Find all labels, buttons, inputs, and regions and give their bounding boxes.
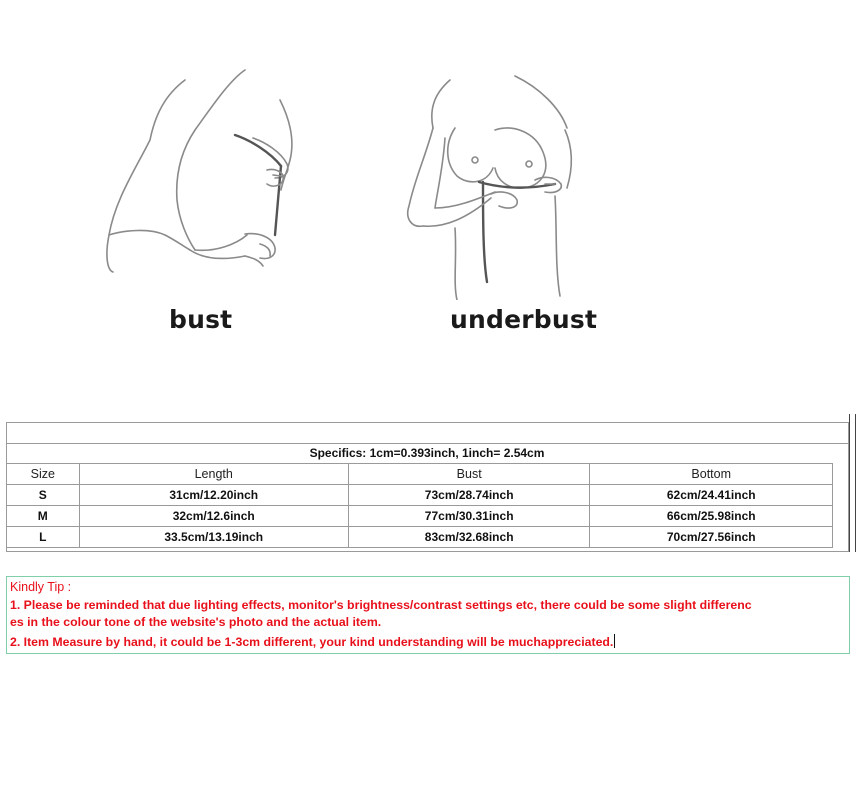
tip-line-1: 1. Please be reminded that due lighting effects, monitor's brightness/contrast settings etc, there could be some slight differenc: [10, 598, 752, 612]
tip-line-2-text: 2. Item Measure by hand, it could be 1-3cm different, your kind understanding will be muchappreciated.: [10, 635, 614, 649]
header-size: Size: [7, 464, 80, 485]
tip-title: Kindly Tip :: [10, 580, 72, 594]
table-row: [7, 485, 833, 506]
cell-length: 33.5cm/13.19inch: [79, 527, 348, 548]
underbust-caption: underbust: [450, 305, 598, 334]
header-length: Length: [79, 464, 348, 485]
kindly-tip-box: [6, 576, 850, 654]
size-chart-table: [6, 463, 833, 548]
cell-bust: 83cm/32.68inch: [348, 527, 590, 548]
specifics-row: [6, 443, 848, 464]
table-edge-rule: [849, 414, 850, 552]
table-row: [7, 506, 833, 527]
cell-size: L: [7, 527, 80, 548]
cell-length: 32cm/12.6inch: [79, 506, 348, 527]
table-row: [7, 527, 833, 548]
cell-bust: 73cm/28.74inch: [348, 485, 590, 506]
header-bust: Bust: [348, 464, 590, 485]
bust-caption: bust: [169, 305, 233, 334]
table-edge-rule: [855, 414, 856, 552]
cell-length: 31cm/12.20inch: [79, 485, 348, 506]
cell-bust: 77cm/30.31inch: [348, 506, 590, 527]
tip-line-2: [10, 634, 615, 649]
bust-measurement-illustration: [95, 60, 325, 300]
cell-bottom: 70cm/27.56inch: [590, 527, 833, 548]
specifics-text: Specifics: 1cm=0.393inch, 1inch= 2.54cm: [309, 446, 545, 460]
header-bottom: Bottom: [590, 464, 833, 485]
underbust-measurement-illustration: [395, 68, 615, 300]
tip-line-1-continued: es in the colour tone of the website's photo and the actual item.: [10, 615, 382, 629]
cell-bottom: 66cm/25.98inch: [590, 506, 833, 527]
cell-bottom: 62cm/24.41inch: [590, 485, 833, 506]
cell-size: M: [7, 506, 80, 527]
cell-size: S: [7, 485, 80, 506]
table-header-row: [7, 464, 833, 485]
text-cursor: [614, 634, 615, 648]
